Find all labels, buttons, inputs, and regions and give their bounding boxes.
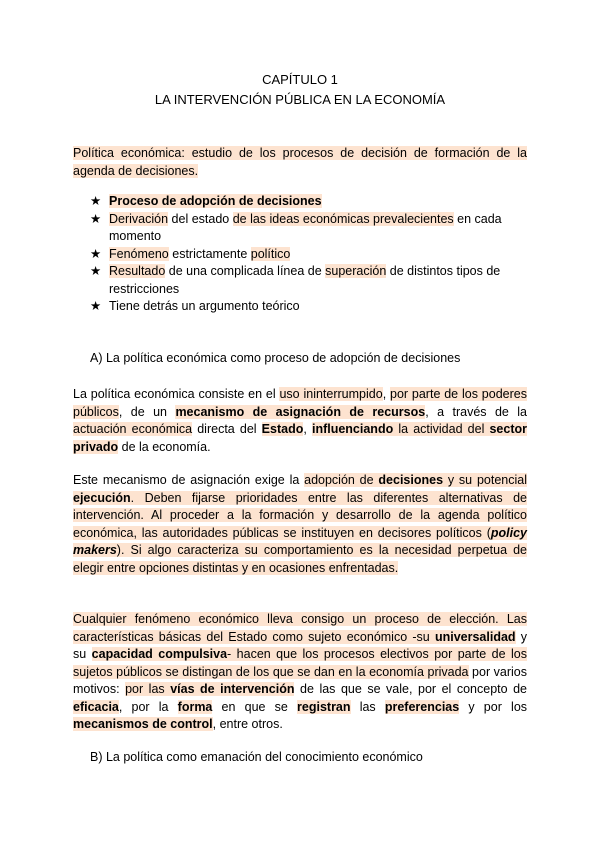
text-run: , — [382, 387, 390, 401]
highlight: ). Si algo caracteriza su comportamiento es la necesidad perpetua de elegir entre opciones distintas y en ocasiones enfrentadas. — [73, 543, 527, 575]
text-run: , entre otros. — [212, 717, 283, 731]
star-icon: ★ — [90, 211, 102, 226]
highlight: universalidad — [434, 629, 516, 644]
highlight: adopción de — [304, 473, 379, 487]
highlight: mecanismo de asignación de recursos — [175, 404, 426, 419]
text-run: de una complicada línea de — [165, 264, 326, 278]
text-run: y su — [73, 629, 528, 661]
paragraph-1 — [73, 386, 527, 456]
definition-text: Política económica: estudio de los procesos de decisión de formación de la agenda de decisiones. — [73, 146, 527, 178]
chapter-title: LA INTERVENCIÓN PÚBLICA EN LA ECONOMÍA — [154, 92, 446, 107]
bullet-text: Tiene detrás un argumento teórico — [109, 299, 300, 313]
section-heading-a: A) La política económica como proceso de adopción de decisiones — [90, 351, 461, 365]
list-item — [90, 298, 530, 316]
definition-paragraph — [73, 145, 527, 180]
highlight: uso ininterrumpido — [279, 387, 383, 401]
highlight: preferencias — [384, 699, 460, 714]
highlight: decisiones — [378, 473, 444, 487]
star-icon: ★ — [90, 246, 102, 261]
highlight: por parte de los poderes públicos — [73, 387, 527, 419]
highlight: vías de intervención — [170, 682, 295, 696]
text-run: de la economía. — [118, 439, 211, 454]
highlight: Fenómeno — [109, 246, 169, 261]
text-run: , de un — [118, 404, 176, 419]
text-run: La política económica consiste en el — [73, 387, 280, 401]
emphasis: policy makers — [73, 525, 527, 557]
text-run: , — [303, 422, 312, 436]
highlight: . Las características básicas del Estado como sujeto económico -su — [73, 612, 527, 644]
highlight: Resultado — [109, 264, 166, 278]
highlight: forma — [177, 699, 213, 714]
highlight: capacidad compulsiva — [91, 647, 228, 661]
bullet-text: Proceso de adopción de decisiones — [109, 194, 322, 208]
highlight: influenciando — [311, 422, 394, 436]
star-icon: ★ — [90, 264, 102, 278]
text-run: por varios motivos: — [73, 664, 528, 696]
highlight: superación — [325, 264, 387, 278]
list-item — [90, 246, 530, 264]
highlight: Estado — [261, 422, 304, 436]
list-item — [90, 211, 530, 246]
highlight: ejecución — [73, 490, 131, 505]
highlight: sector privado — [73, 422, 527, 454]
text-run: y por los — [459, 699, 528, 714]
list-item — [90, 193, 530, 211]
chapter-label: CAPÍTULO 1 — [262, 72, 338, 87]
highlight: Derivación — [109, 211, 169, 226]
highlight: - hacen que los procesos electivos por parte de los sujetos públicos se distingan de los que se dan en la economía privada — [73, 647, 527, 679]
section-heading-b: B) La política como emanación del conocimiento económico — [90, 750, 423, 764]
star-icon: ★ — [90, 299, 102, 313]
text-run: en cada momento — [109, 211, 502, 243]
paragraph-2 — [73, 472, 527, 577]
text-run: , por la — [118, 699, 178, 714]
highlight: actuación económica — [73, 422, 193, 436]
highlight: y su potencial — [443, 473, 527, 487]
paragraph-3 — [73, 611, 527, 734]
highlight: eficacia — [73, 699, 119, 714]
highlight: registran — [297, 699, 351, 714]
bullet-list — [90, 193, 530, 316]
highlight: político — [250, 246, 291, 261]
text-run: en que se — [212, 699, 298, 714]
text-run: las — [350, 699, 385, 714]
text-run: de distintos tipos de restricciones — [109, 264, 501, 296]
text-run: del estado — [168, 211, 233, 226]
text-run: Este mecanismo de asignación exige la — [73, 473, 305, 487]
highlight: . Deben fijarse prioridades entre las diferentes alternativas de intervención. Al proceder a la formación y desarrollo de la agenda político económica, las autoridades públicas se instituyen en decisores políticos ( — [73, 490, 527, 540]
text-run: de las que se vale, por el concepto de — [294, 682, 527, 696]
text-run: directa del — [192, 422, 262, 436]
star-icon: ★ — [90, 194, 102, 208]
highlight: Cualquier fenómeno económico lleva consigo un proceso de elección — [73, 612, 496, 626]
highlight: mecanismos de control — [73, 717, 213, 731]
highlight: la actividad del — [393, 422, 490, 436]
highlight: por las — [125, 682, 171, 696]
list-item — [90, 263, 530, 298]
text-run: , a través de la — [425, 404, 527, 419]
highlight: de las ideas económicas prevalecientes — [232, 211, 454, 226]
text-run: estrictamente — [168, 246, 251, 261]
